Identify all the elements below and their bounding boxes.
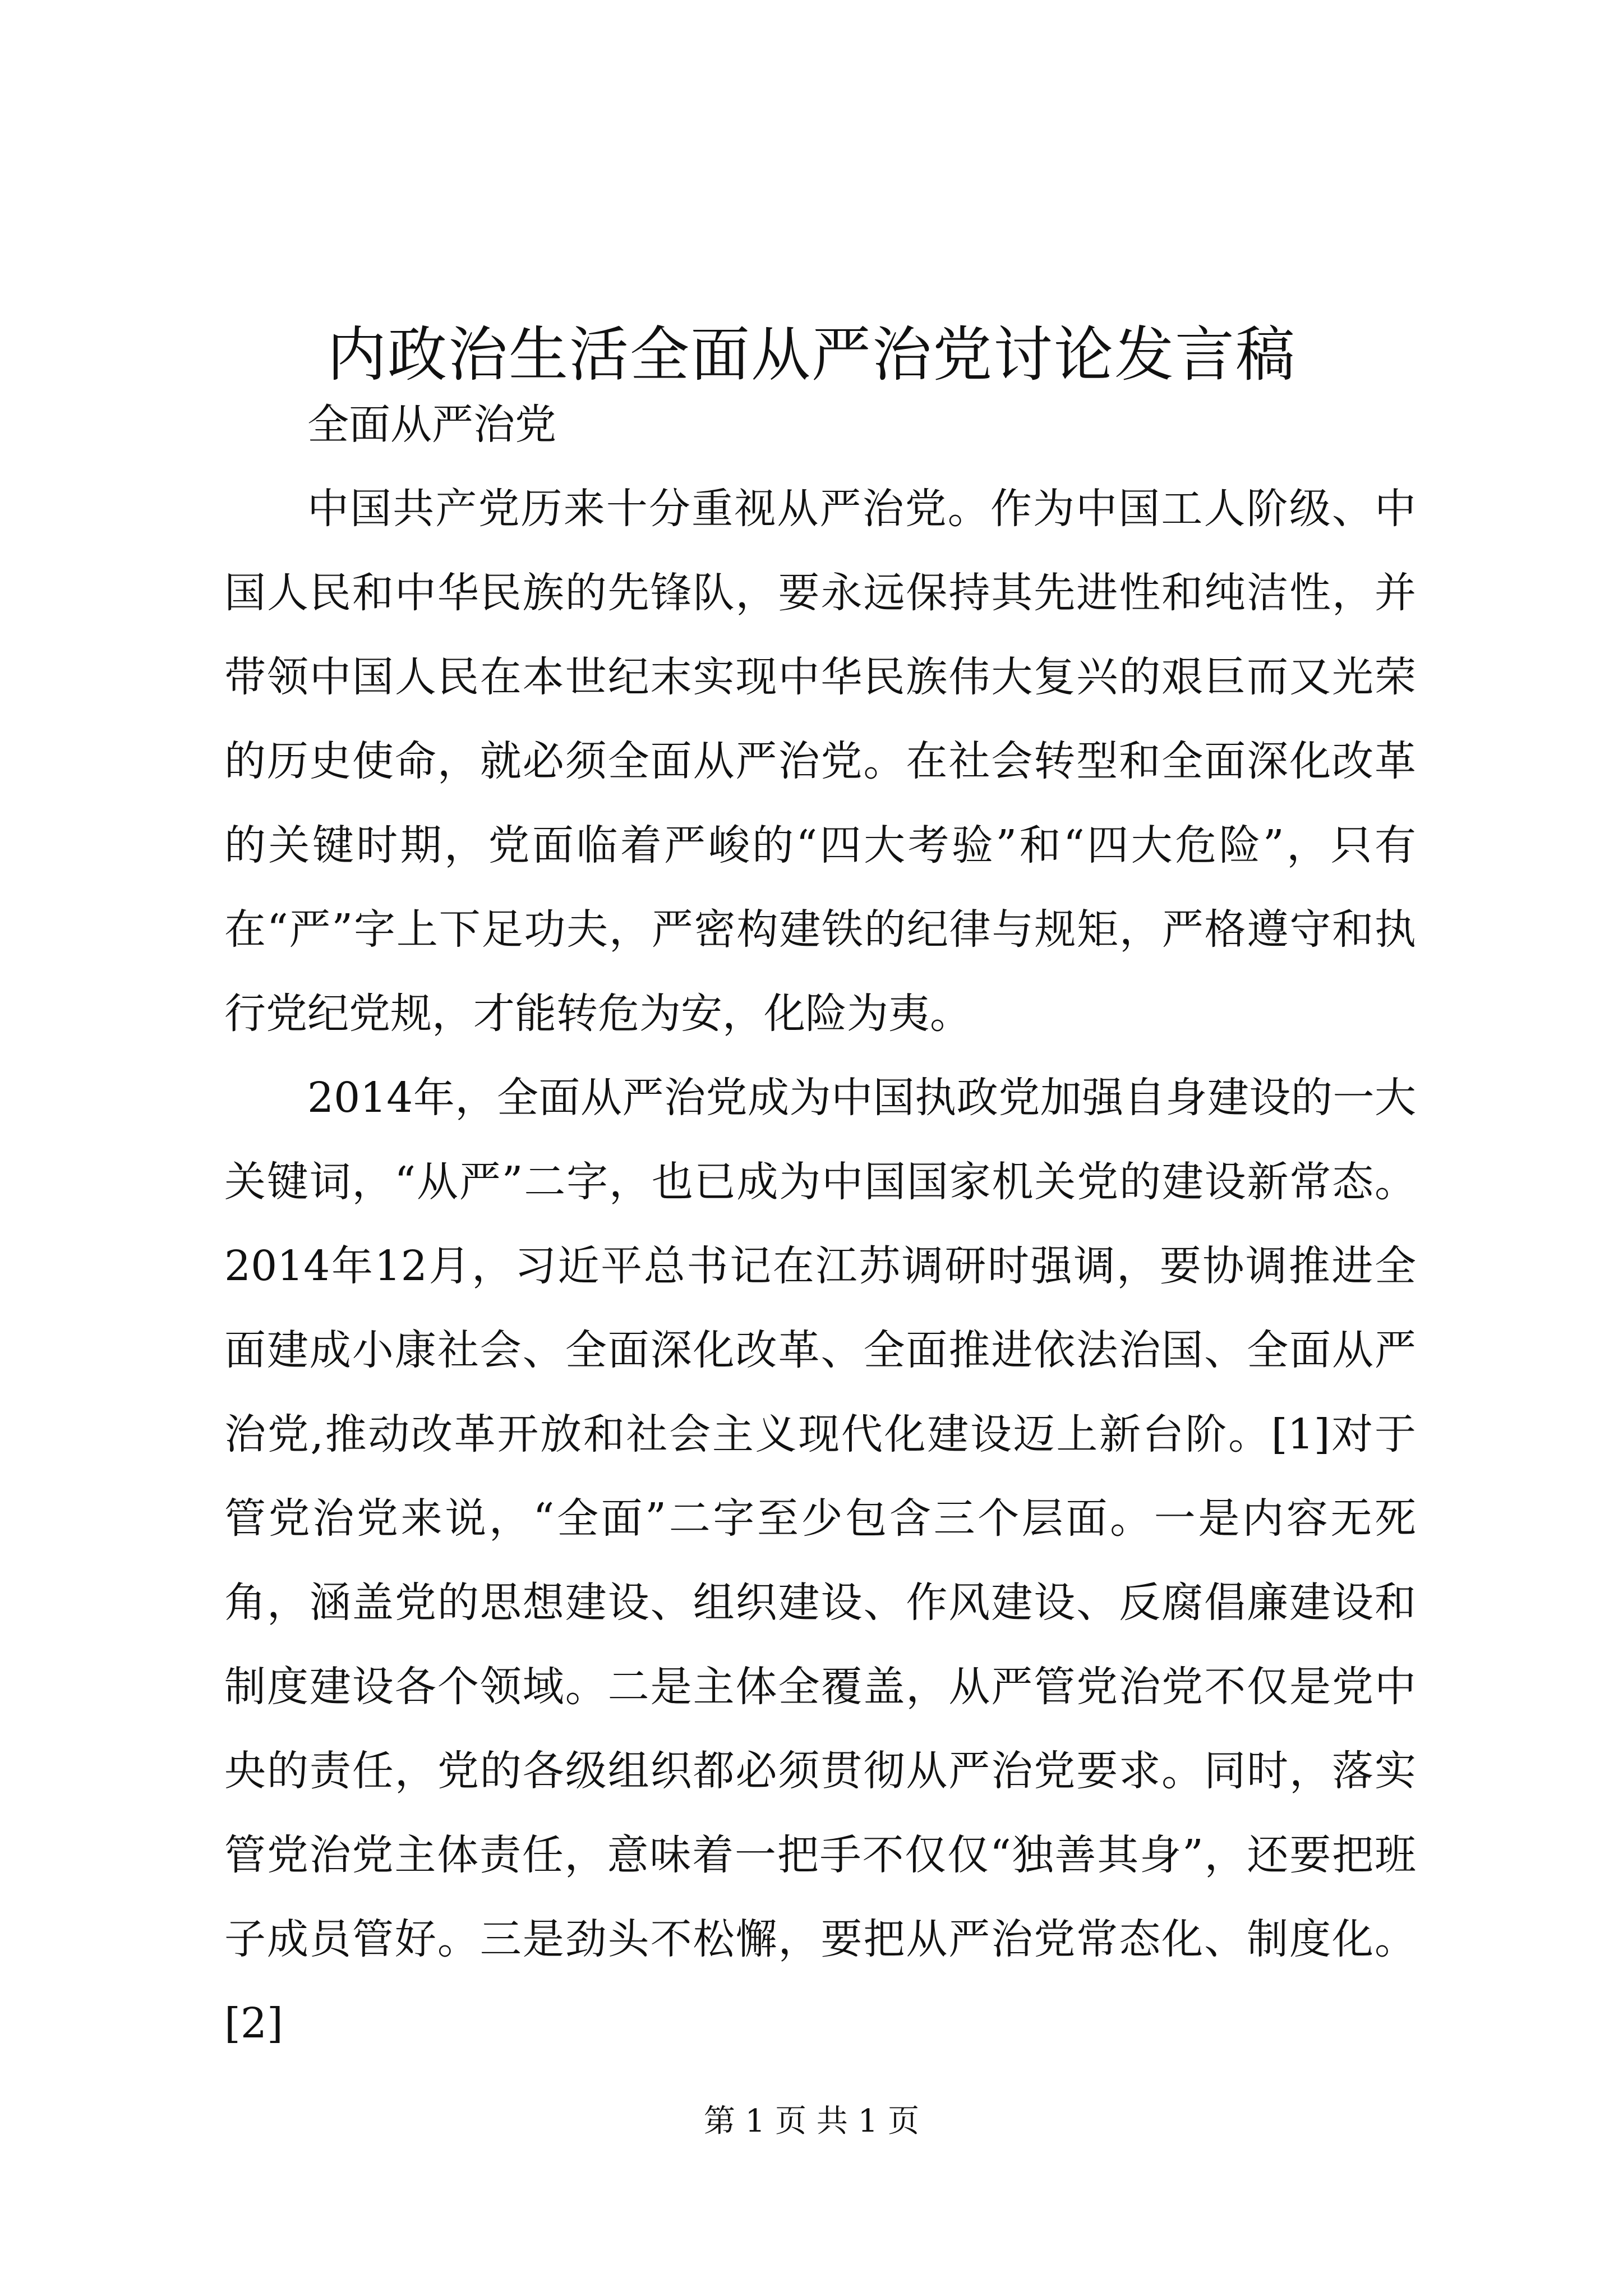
document-title: 内政治生活全面从严治党讨论发言稿 [327, 320, 1296, 390]
document-body [224, 383, 1416, 2065]
paragraph: 2014年，全面从严治党成为中国执政党加强自身建设的一大关键词，“从严”二字，也已成为中国国家机关党的建设新常态。2014年12月，习近平总书记在江苏调研时强调，要协调推进全面建成小康社会、全面深化改革、全面推进依法治国、全面从严治党,推动改革开放和社会主义现代化建设迈上新台阶。[1]对于管党治党来说，“全面”二字至少包含三个层面。一是内容无死角，涵盖党的思想建设、组织建设、作风建设、反腐倡廉建设和制度建设各个领域。二是主体全覆盖，从严管党治党不仅是党中央的责任，党的各级组织都必须贯彻从严治党要求。同时，落实管党治党主体责任，意味着一把手不仅仅“独善其身”，还要把班子成员管好。三是劲头不松懈，要把从严治党常态化、制度化。[2] [224, 1074, 1416, 2047]
paragraph: 中国共产党历来十分重视从严治党。作为中国工人阶级、中国人民和中华民族的先锋队，要永远保持其先进性和纯洁性，并带领中国人民在本世纪末实现中华民族伟大复兴的艰巨而又光荣的历史使命，就必须全面从严治党。在社会转型和全面深化改革的关键时期，党面临着严峻的“四大考验”和“四大危险”，只有在“严”字上下足功夫，严密构建铁的纪律与规矩，严格遵守和执行党纪党规，才能转危为安，化险为夷。 [224, 485, 1416, 1038]
section-heading: 全面从严治党 [307, 401, 556, 449]
page-number-footer: 第 1 页 共 1 页 [703, 2103, 920, 2139]
